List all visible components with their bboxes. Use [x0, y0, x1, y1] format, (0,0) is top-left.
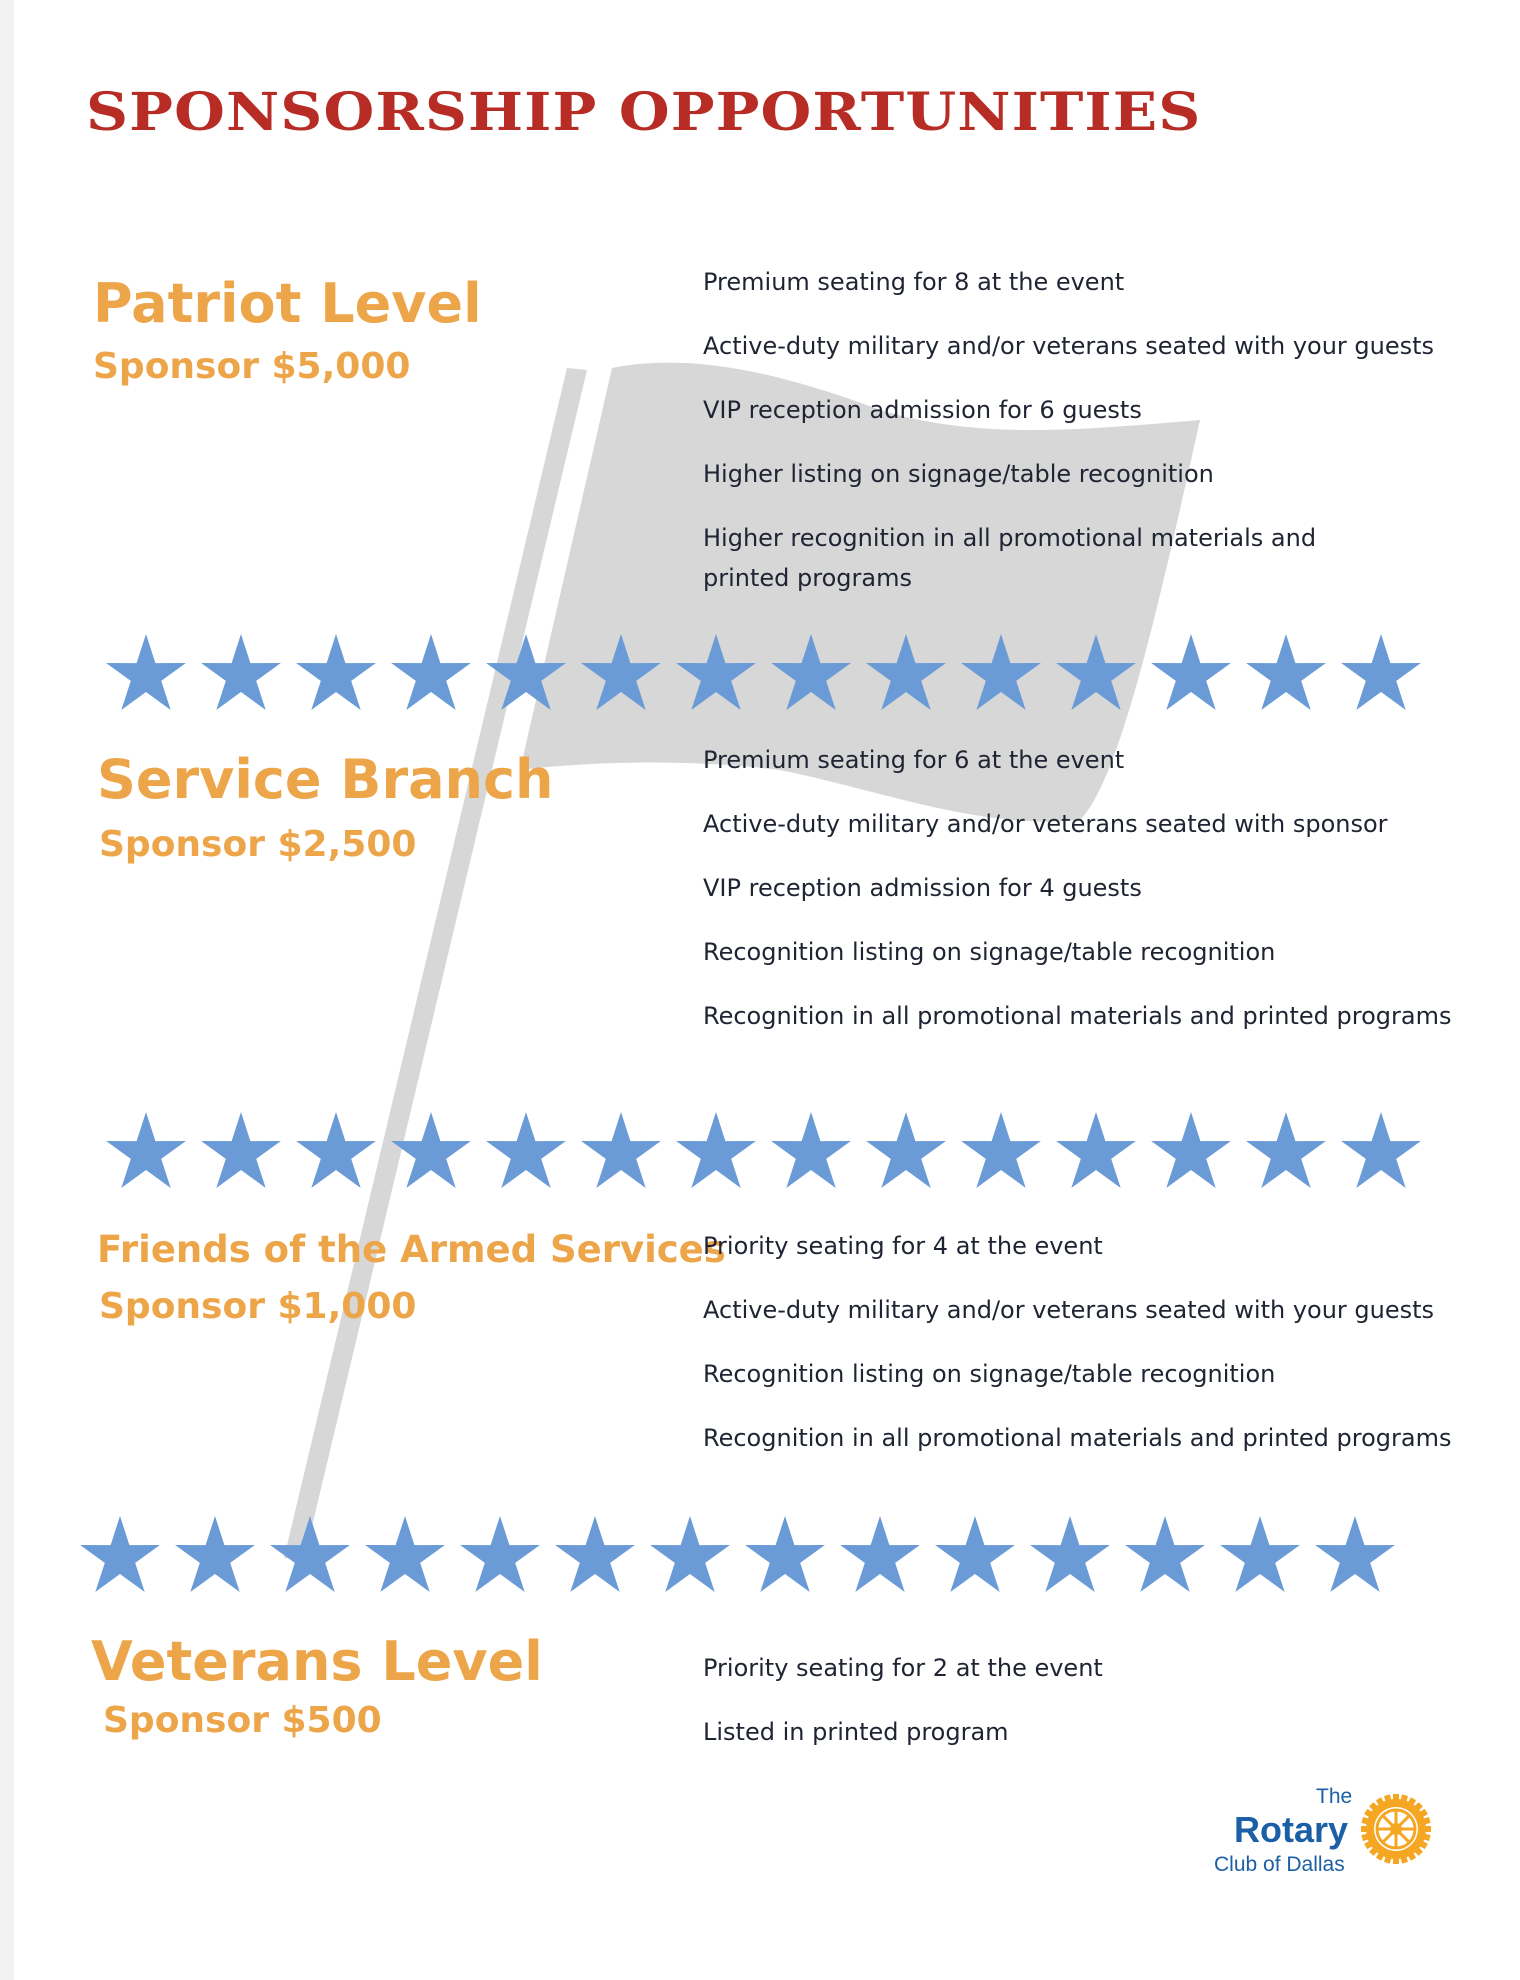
star-icon [1339, 1110, 1434, 1194]
star-icon [864, 632, 959, 716]
page-title: SPONSORSHIP OPPORTUNITIES [86, 82, 1202, 143]
benefit-item: Higher recognition in all promotional materials and printed programs [703, 524, 1317, 592]
star-icon [1244, 632, 1339, 716]
tier-name-patriot: Patriot Level [93, 272, 482, 335]
star-icon [1313, 1514, 1408, 1598]
star-icon [78, 1514, 173, 1598]
star-icon [933, 1514, 1028, 1598]
star-icon [1149, 632, 1244, 716]
star-icon [1149, 1110, 1244, 1194]
benefit-item: Active-duty military and/or veterans seated with sponsor [703, 810, 1388, 838]
star-icon [648, 1514, 743, 1598]
tier-price-patriot: Sponsor $5,000 [93, 346, 411, 387]
benefit-item: Listed in printed program [703, 1718, 1009, 1746]
star-icon [484, 1110, 579, 1194]
flagpole [284, 368, 587, 1560]
star-row-3 [78, 1514, 1408, 1598]
star-icon [1054, 632, 1149, 716]
star-icon [579, 632, 674, 716]
tier-price-veterans: Sponsor $500 [103, 1700, 382, 1741]
star-icon [199, 632, 294, 716]
star-icon [1054, 1110, 1149, 1194]
benefit-item: Priority seating for 4 at the event [703, 1232, 1103, 1260]
rotary-logo [1204, 1785, 1444, 1885]
benefit-item: Recognition in all promotional materials and printed programs [703, 1424, 1452, 1452]
benefit-list-patriot [703, 262, 1463, 622]
benefit-item: Higher listing on signage/table recognition [703, 460, 1214, 488]
star-icon [1339, 632, 1434, 716]
star-icon [389, 632, 484, 716]
benefit-item: Priority seating for 2 at the event [703, 1654, 1103, 1682]
benefit-list-service-branch [703, 740, 1463, 1060]
star-icon [769, 1110, 864, 1194]
star-icon [838, 1514, 933, 1598]
star-icon [769, 632, 864, 716]
star-icon [173, 1514, 268, 1598]
star-icon [674, 1110, 769, 1194]
rotary-wheel-icon [1360, 1793, 1432, 1865]
star-icon [674, 632, 769, 716]
logo-the: The [1316, 1785, 1353, 1808]
star-icon [199, 1110, 294, 1194]
star-icon [959, 632, 1054, 716]
star-icon [864, 1110, 959, 1194]
logo-club: Club of Dallas [1214, 1853, 1345, 1876]
tier-name-veterans: Veterans Level [91, 1630, 543, 1693]
benefit-item: Recognition in all promotional materials and printed programs [703, 1002, 1452, 1030]
star-icon [553, 1514, 648, 1598]
star-icon [294, 632, 389, 716]
benefit-item: Premium seating for 8 at the event [703, 268, 1125, 296]
star-icon [458, 1514, 553, 1598]
benefit-item: Active-duty military and/or veterans seated with your guests [703, 1296, 1435, 1324]
star-icon [389, 1110, 484, 1194]
benefit-item: Recognition listing on signage/table recognition [703, 938, 1276, 966]
star-icon [959, 1110, 1054, 1194]
star-icon [579, 1110, 674, 1194]
benefit-item: VIP reception admission for 4 guests [703, 874, 1142, 902]
star-icon [268, 1514, 363, 1598]
benefit-item: Active-duty military and/or veterans seated with your guests [703, 332, 1435, 360]
star-row-1 [104, 632, 1434, 716]
benefit-item: Recognition listing on signage/table recognition [703, 1360, 1276, 1388]
star-icon [363, 1514, 458, 1598]
star-icon [104, 632, 199, 716]
star-row-2 [104, 1110, 1434, 1194]
tier-name-service-branch: Service Branch [97, 748, 554, 811]
star-icon [1244, 1110, 1339, 1194]
tier-price-service-branch: Sponsor $2,500 [99, 824, 417, 865]
star-icon [743, 1514, 838, 1598]
star-icon [104, 1110, 199, 1194]
benefit-item: Premium seating for 6 at the event [703, 746, 1125, 774]
benefit-list-veterans [703, 1648, 1463, 1776]
star-icon [1028, 1514, 1123, 1598]
tier-name-friends: Friends of the Armed Services [97, 1228, 726, 1271]
star-icon [1218, 1514, 1313, 1598]
logo-rotary: Rotary [1234, 1809, 1349, 1850]
star-icon [1123, 1514, 1218, 1598]
tier-price-friends: Sponsor $1,000 [99, 1286, 417, 1327]
benefit-list-friends [703, 1226, 1463, 1482]
star-icon [294, 1110, 389, 1194]
star-icon [484, 632, 579, 716]
benefit-item: VIP reception admission for 6 guests [703, 396, 1142, 424]
